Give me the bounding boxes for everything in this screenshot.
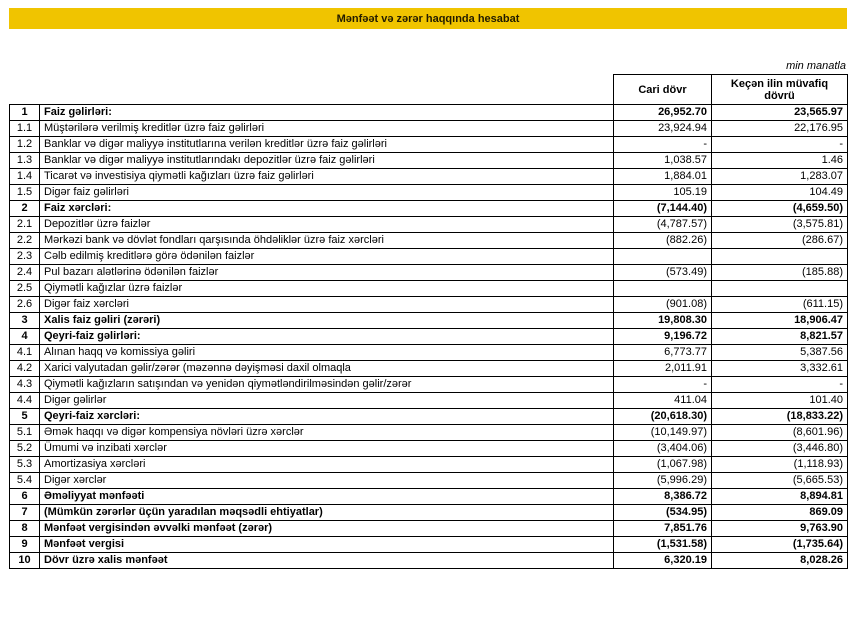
row-number: 5 xyxy=(10,409,40,425)
unit-note: min manatla xyxy=(786,60,846,72)
value-current-period: (10,149.97) xyxy=(614,425,712,441)
row-number: 5.1 xyxy=(10,425,40,441)
row-label: Alınan haqq və komissiya gəliri xyxy=(40,345,614,361)
value-current-period: 7,851.76 xyxy=(614,521,712,537)
row-number: 2.6 xyxy=(10,297,40,313)
header-spacer xyxy=(10,75,614,105)
value-previous-period: 22,176.95 xyxy=(712,121,848,137)
value-previous-period: (1,118.93) xyxy=(712,457,848,473)
row-number: 6 xyxy=(10,489,40,505)
table-row xyxy=(10,169,848,185)
value-previous-period: 8,821.57 xyxy=(712,329,848,345)
report-title-bar xyxy=(9,8,847,29)
row-number: 2.4 xyxy=(10,265,40,281)
row-label: Mənfəət vergisi xyxy=(40,537,614,553)
header-current-period: Cari dövr xyxy=(614,75,712,105)
row-number: 5.4 xyxy=(10,473,40,489)
row-label: Depozitlər üzrə faizlər xyxy=(40,217,614,233)
value-current-period: 9,196.72 xyxy=(614,329,712,345)
row-label: Ticarət və investisiya qiymətli kağızları üzrə faiz gəlirləri xyxy=(40,169,614,185)
row-number: 4.2 xyxy=(10,361,40,377)
row-label: Banklar və digər maliyyə institutlarına verilən kreditlər üzrə faiz gəlirləri xyxy=(40,137,614,153)
value-current-period: (882.26) xyxy=(614,233,712,249)
table-row xyxy=(10,153,848,169)
row-label: Banklar və digər maliyyə institutlarındakı depozitlər üzrə faiz gəlirləri xyxy=(40,153,614,169)
value-current-period: 6,320.19 xyxy=(614,553,712,569)
value-previous-period: (286.67) xyxy=(712,233,848,249)
table-row xyxy=(10,121,848,137)
table-row xyxy=(10,217,848,233)
row-number: 1.1 xyxy=(10,121,40,137)
value-current-period: (534.95) xyxy=(614,505,712,521)
row-label: Xarici valyutadan gəlir/zərər (məzənnə dəyişməsi daxil olmaqla xyxy=(40,361,614,377)
table-row xyxy=(10,297,848,313)
row-label: Müştərilərə verilmiş kreditlər üzrə faiz gəlirləri xyxy=(40,121,614,137)
value-previous-period: 8,028.26 xyxy=(712,553,848,569)
table-row xyxy=(10,137,848,153)
value-current-period: (3,404.06) xyxy=(614,441,712,457)
table-row xyxy=(10,537,848,553)
row-label: Pul bazarı alətlərinə ödənilən faizlər xyxy=(40,265,614,281)
table-row xyxy=(10,201,848,217)
value-current-period: 1,884.01 xyxy=(614,169,712,185)
value-previous-period: 23,565.97 xyxy=(712,105,848,121)
value-previous-period xyxy=(712,249,848,265)
row-label: Cəlb edilmiş kreditlərə görə ödənilən faizlər xyxy=(40,249,614,265)
row-label: Mənfəət vergisindən əvvəlki mənfəət (zərər) xyxy=(40,521,614,537)
table-row xyxy=(10,361,848,377)
value-current-period: 6,773.77 xyxy=(614,345,712,361)
value-previous-period: 1,283.07 xyxy=(712,169,848,185)
value-current-period: 8,386.72 xyxy=(614,489,712,505)
row-label: Digər gəlirlər xyxy=(40,393,614,409)
table-row xyxy=(10,233,848,249)
value-previous-period: - xyxy=(712,137,848,153)
table-row xyxy=(10,409,848,425)
value-previous-period: 18,906.47 xyxy=(712,313,848,329)
value-previous-period: (18,833.22) xyxy=(712,409,848,425)
table-row xyxy=(10,265,848,281)
row-number: 1.5 xyxy=(10,185,40,201)
table-row xyxy=(10,105,848,121)
row-number: 2.5 xyxy=(10,281,40,297)
value-previous-period: 1.46 xyxy=(712,153,848,169)
row-label: Qeyri-faiz xərcləri: xyxy=(40,409,614,425)
row-label: Xalis faiz gəliri (zərəri) xyxy=(40,313,614,329)
value-current-period: (20,618.30) xyxy=(614,409,712,425)
row-label: Ümumi və inzibati xərclər xyxy=(40,441,614,457)
value-previous-period: 104.49 xyxy=(712,185,848,201)
table-row xyxy=(10,457,848,473)
value-current-period: (5,996.29) xyxy=(614,473,712,489)
row-number: 7 xyxy=(10,505,40,521)
row-label: Qiymətli kağızlar üzrə faizlər xyxy=(40,281,614,297)
value-current-period: 2,011.91 xyxy=(614,361,712,377)
row-label: Dövr üzrə xalis mənfəət xyxy=(40,553,614,569)
row-label: Əmək haqqı və digər kompensiya növləri üzrə xərclər xyxy=(40,425,614,441)
table-header-row xyxy=(10,75,848,105)
row-number: 1.4 xyxy=(10,169,40,185)
value-previous-period: 869.09 xyxy=(712,505,848,521)
table-row xyxy=(10,441,848,457)
table-row xyxy=(10,345,848,361)
value-current-period: (573.49) xyxy=(614,265,712,281)
table-row xyxy=(10,553,848,569)
table-row xyxy=(10,249,848,265)
value-previous-period: 5,387.56 xyxy=(712,345,848,361)
table-row xyxy=(10,489,848,505)
row-label: Qiymətli kağızların satışından və yenidən qiymətləndirilməsindən gəlir/zərər xyxy=(40,377,614,393)
row-label: (Mümkün zərərlər üçün yaradılan məqsədli ehtiyatlar) xyxy=(40,505,614,521)
value-previous-period: (1,735.64) xyxy=(712,537,848,553)
value-current-period: (1,531.58) xyxy=(614,537,712,553)
value-current-period: 1,038.57 xyxy=(614,153,712,169)
row-number: 2.2 xyxy=(10,233,40,249)
header-previous-period: Keçən ilin müvafiq dövrü xyxy=(712,75,848,105)
table-body xyxy=(10,105,848,569)
row-number: 2.3 xyxy=(10,249,40,265)
table-row xyxy=(10,377,848,393)
value-previous-period: (3,575.81) xyxy=(712,217,848,233)
table-row xyxy=(10,393,848,409)
value-current-period xyxy=(614,249,712,265)
row-number: 4 xyxy=(10,329,40,345)
value-previous-period: 3,332.61 xyxy=(712,361,848,377)
table-row xyxy=(10,425,848,441)
row-number: 8 xyxy=(10,521,40,537)
row-number: 1.2 xyxy=(10,137,40,153)
row-number: 4.3 xyxy=(10,377,40,393)
table-row xyxy=(10,281,848,297)
value-current-period: - xyxy=(614,137,712,153)
row-label: Amortizasiya xərcləri xyxy=(40,457,614,473)
row-number: 2.1 xyxy=(10,217,40,233)
value-current-period: 23,924.94 xyxy=(614,121,712,137)
value-current-period: - xyxy=(614,377,712,393)
value-current-period xyxy=(614,281,712,297)
row-label: Digər faiz xərcləri xyxy=(40,297,614,313)
value-previous-period: (185.88) xyxy=(712,265,848,281)
value-current-period: 26,952.70 xyxy=(614,105,712,121)
value-current-period: 411.04 xyxy=(614,393,712,409)
profit-loss-table xyxy=(9,74,848,569)
row-label: Qeyri-faiz gəlirləri: xyxy=(40,329,614,345)
table-row xyxy=(10,185,848,201)
value-previous-period: 9,763.90 xyxy=(712,521,848,537)
value-previous-period: - xyxy=(712,377,848,393)
row-label: Mərkəzi bank və dövlət fondları qarşısında öhdəliklər üzrə faiz xərcləri xyxy=(40,233,614,249)
table-row xyxy=(10,329,848,345)
row-number: 9 xyxy=(10,537,40,553)
row-number: 4.4 xyxy=(10,393,40,409)
value-previous-period: (8,601.96) xyxy=(712,425,848,441)
value-previous-period: (4,659.50) xyxy=(712,201,848,217)
value-previous-period: (5,665.53) xyxy=(712,473,848,489)
row-number: 5.3 xyxy=(10,457,40,473)
value-current-period: (4,787.57) xyxy=(614,217,712,233)
table-row xyxy=(10,473,848,489)
report-title: Mənfəət və zərər haqqında hesabat xyxy=(336,12,520,25)
row-label: Əməliyyat mənfəəti xyxy=(40,489,614,505)
row-label: Digər faiz gəlirləri xyxy=(40,185,614,201)
row-number: 1 xyxy=(10,105,40,121)
table-row xyxy=(10,505,848,521)
table-row xyxy=(10,313,848,329)
row-number: 10 xyxy=(10,553,40,569)
row-number: 2 xyxy=(10,201,40,217)
value-current-period: (7,144.40) xyxy=(614,201,712,217)
value-previous-period: (611.15) xyxy=(712,297,848,313)
value-previous-period: (3,446.80) xyxy=(712,441,848,457)
row-number: 5.2 xyxy=(10,441,40,457)
row-number: 1.3 xyxy=(10,153,40,169)
value-previous-period: 8,894.81 xyxy=(712,489,848,505)
row-label: Faiz xərcləri: xyxy=(40,201,614,217)
value-previous-period xyxy=(712,281,848,297)
table-row xyxy=(10,521,848,537)
value-previous-period: 101.40 xyxy=(712,393,848,409)
value-current-period: 19,808.30 xyxy=(614,313,712,329)
value-current-period: (901.08) xyxy=(614,297,712,313)
row-number: 4.1 xyxy=(10,345,40,361)
row-number: 3 xyxy=(10,313,40,329)
row-label: Faiz gəlirləri: xyxy=(40,105,614,121)
row-label: Digər xərclər xyxy=(40,473,614,489)
value-current-period: 105.19 xyxy=(614,185,712,201)
value-current-period: (1,067.98) xyxy=(614,457,712,473)
